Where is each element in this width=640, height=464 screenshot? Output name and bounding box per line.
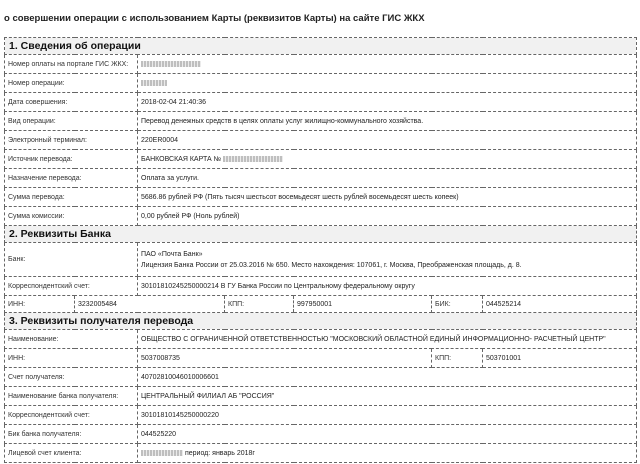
field-value: 0,00 рублей РФ (Ноль рублей) [138,207,637,226]
field-value: 220ER0004 [138,131,637,150]
field-label: БИК: [432,296,483,313]
row-bank-inn-kpp-bik [5,296,637,313]
field-label: Номер операции: [5,74,138,93]
receipt-document [4,37,636,463]
field-value: ЦЕНТРАЛЬНЫЙ ФИЛИАЛ АБ "РОССИЯ" [138,387,637,406]
field-label: Корреспондентский счет: [5,277,138,296]
field-value [138,74,637,93]
field-value: 3232005484 [75,296,225,313]
row-payment-number [5,55,637,74]
row-amount [5,188,637,207]
masked-value [141,80,167,86]
row-date [5,93,637,112]
masked-value [141,61,201,67]
field-label: Наименование банка получателя: [5,387,138,406]
field-value [138,444,637,463]
bank-name: ПАО «Почта Банк» [141,250,203,258]
field-label: Счет получателя: [5,368,138,387]
field-label: КПП: [432,349,483,368]
field-label: Корреспондентский счет: [5,406,138,425]
field-value: 5686.86 рублей РФ (Пять тысяч шестьсот восемьдесят шесть рублей восемьдесят шесть копеек) [138,188,637,207]
page-title: о совершении операции с использованием Карты (реквизитов Карты) на сайте ГИС ЖКХ [4,13,425,24]
row-recipient-corr-account [5,406,637,425]
value-text: период: январь 2018г [184,449,255,457]
field-value: 5037008735 [138,349,432,368]
section-title: 1. Сведения об операции [5,38,637,55]
field-value [138,150,637,169]
receipt-table [4,37,637,463]
field-label: ИНН: [5,349,138,368]
field-label: Сумма перевода: [5,188,138,207]
section-bank-header [5,226,637,243]
field-label: Наименование: [5,330,138,349]
row-recipient-bank [5,387,637,406]
row-purpose [5,169,637,188]
field-label: Источник перевода: [5,150,138,169]
field-value: 30101810145250000220 [138,406,637,425]
field-value: 997950001 [294,296,432,313]
field-label: Банк: [5,243,138,277]
row-recipient-bik [5,425,637,444]
row-client-account [5,444,637,463]
field-label: Сумма комиссии: [5,207,138,226]
row-recipient-account [5,368,637,387]
masked-value [223,156,283,162]
row-bank [5,243,637,277]
field-label: Бик банка получателя: [5,425,138,444]
row-commission [5,207,637,226]
section-title: 2. Реквизиты Банка [5,226,637,243]
field-label: Вид операции: [5,112,138,131]
field-value: 2018-02-04 21:40:36 [138,93,637,112]
field-value: Перевод денежных средств в целях оплаты услуг жилищно-коммунального хозяйства. [138,112,637,131]
section-title: 3. Реквизиты получателя перевода [5,313,637,330]
row-source [5,150,637,169]
row-recipient-inn-kpp [5,349,637,368]
masked-value [141,450,183,456]
field-label: ИНН: [5,296,75,313]
field-label: Электронный терминал: [5,131,138,150]
field-label: Лицевой счет клиента: [5,444,138,463]
field-value [138,55,637,74]
field-value: Оплата за услуги. [138,169,637,188]
field-value: 40702810046010006601 [138,368,637,387]
field-value: 503701001 [483,349,637,368]
field-value: 044525214 [483,296,637,313]
row-terminal [5,131,637,150]
field-label: Дата совершения: [5,93,138,112]
row-bank-corr-account [5,277,637,296]
field-label: Назначение перевода: [5,169,138,188]
field-label: КПП: [225,296,294,313]
field-label: Номер оплаты на портале ГИС ЖКХ: [5,55,138,74]
field-value: 044525220 [138,425,637,444]
value-text: БАНКОВСКАЯ КАРТА № [141,155,222,163]
section-operation-header [5,38,637,55]
section-recipient-header [5,313,637,330]
row-recipient-name [5,330,637,349]
field-value: ОБЩЕСТВО С ОГРАНИЧЕННОЙ ОТВЕТСТВЕННОСТЬЮ "МОСКОВСКИЙ ОБЛАСТНОЙ ЕДИНЫЙ ИНФОРМАЦИОННО- РАСЧЕТНЫЙ ЦЕНТР" [138,330,637,349]
row-operation-number [5,74,637,93]
bank-license: Лицензия Банка России от 25.03.2016 № 650. Место нахождения: 107061, г. Москва, Преображенская площадь, д. 8. [141,261,522,269]
field-value [138,243,637,277]
field-value: 30101810245250000214 В ГУ Банка России по Центральному федеральному округу [138,277,637,296]
row-operation-type [5,112,637,131]
